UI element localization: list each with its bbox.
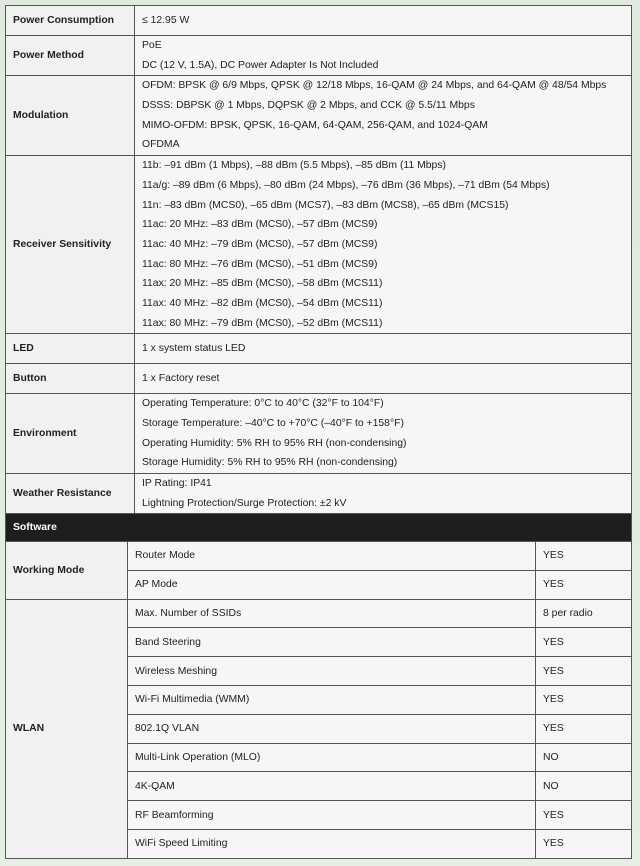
feature-row [6, 599, 632, 628]
feature-value: YES [536, 628, 632, 657]
spec-value-line: 11ac: 20 MHz: –83 dBm (MCS0), –57 dBm (MCS9) [142, 219, 378, 231]
spec-value [135, 36, 632, 76]
spec-value-line: OFDMA [142, 139, 180, 151]
feature-value: NO [536, 743, 632, 772]
spec-label: Weather Resistance [6, 474, 135, 514]
spec-value-line: DC (12 V, 1.5A), DC Power Adapter Is Not Included [142, 59, 379, 71]
spec-value [135, 334, 632, 364]
spec-value [135, 76, 632, 156]
spec-value-line: 11a/g: –89 dBm (6 Mbps), –80 dBm (24 Mbps), –76 dBm (36 Mbps), –71 dBm (54 Mbps) [142, 179, 550, 191]
spec-value [135, 364, 632, 394]
group-label: WLAN [6, 599, 128, 858]
spec-value-line: 11ac: 40 MHz: –79 dBm (MCS0), –57 dBm (MCS9) [142, 238, 378, 250]
spec-value-line: 11ax: 80 MHz: –79 dBm (MCS0), –52 dBm (MCS11) [142, 317, 383, 329]
spec-value-line: 11ac: 80 MHz: –76 dBm (MCS0), –51 dBm (MCS9) [142, 258, 378, 270]
spec-value-line: OFDM: BPSK @ 6/9 Mbps, QPSK @ 12/18 Mbps, 16-QAM @ 24 Mbps, and 64-QAM @ 48/54 Mbps [142, 80, 607, 92]
spec-value-line: 1 x Factory reset [142, 373, 220, 385]
spec-label: Power Consumption [6, 6, 135, 36]
spec-label: Receiver Sensitivity [6, 156, 135, 334]
spec-value [135, 156, 632, 334]
feature-value: YES [536, 714, 632, 743]
spec-row [6, 36, 632, 76]
spec-value-line: 11ax: 40 MHz: –82 dBm (MCS0), –54 dBm (MCS11) [142, 297, 383, 309]
software-spec-table [5, 541, 632, 859]
spec-value-line: MIMO-OFDM: BPSK, QPSK, 16-QAM, 64-QAM, 256-QAM, and 1024-QAM [142, 119, 488, 131]
software-spec-body [6, 542, 632, 859]
spec-row [6, 394, 632, 474]
spec-label: Environment [6, 394, 135, 474]
feature-name: Wi-Fi Multimedia (WMM) [128, 685, 536, 714]
feature-name: AP Mode [128, 570, 536, 599]
spec-label: LED [6, 334, 135, 364]
spec-row [6, 364, 632, 394]
feature-name: WiFi Speed Limiting [128, 829, 536, 858]
spec-value-line: Storage Humidity: 5% RH to 95% RH (non-condensing) [142, 457, 398, 469]
spec-row [6, 76, 632, 156]
spec-value-line: 11ax: 20 MHz: –85 dBm (MCS0), –58 dBm (MCS11) [142, 278, 383, 290]
feature-value: NO [536, 772, 632, 801]
feature-name: Max. Number of SSIDs [128, 599, 536, 628]
spec-label: Button [6, 364, 135, 394]
feature-value: YES [536, 657, 632, 686]
feature-name: 802.1Q VLAN [128, 714, 536, 743]
spec-value [135, 394, 632, 474]
feature-value: YES [536, 570, 632, 599]
spec-value-line: 1 x system status LED [142, 343, 246, 355]
hardware-spec-body [6, 6, 632, 542]
feature-row [6, 542, 632, 571]
spec-row [6, 474, 632, 514]
spec-value-line: Storage Temperature: –40°C to +70°C (–40°F to +158°F) [142, 418, 404, 429]
spec-row [6, 156, 632, 334]
feature-name: Multi-Link Operation (MLO) [128, 743, 536, 772]
spec-value-line: Lightning Protection/Surge Protection: ±2 kV [142, 497, 347, 509]
spec-row [6, 334, 632, 364]
spec-label: Power Method [6, 36, 135, 76]
spec-value [135, 6, 632, 36]
spec-value [135, 474, 632, 514]
section-title: Software [6, 514, 632, 542]
feature-value: YES [536, 801, 632, 830]
feature-name: Router Mode [128, 542, 536, 571]
spec-value-line: 11b: –91 dBm (1 Mbps), –88 dBm (5.5 Mbps), –85 dBm (11 Mbps) [142, 160, 446, 172]
spec-value-line: PoE [142, 40, 162, 51]
feature-value: YES [536, 829, 632, 858]
feature-name: Wireless Meshing [128, 657, 536, 686]
spec-value-line: Operating Temperature: 0°C to 40°C (32°F to 104°F) [142, 398, 384, 410]
spec-value-line: DSSS: DBPSK @ 1 Mbps, DQPSK @ 2 Mbps, and CCK @ 5.5/11 Mbps [142, 100, 475, 112]
spec-label: Modulation [6, 76, 135, 156]
feature-name: RF Beamforming [128, 801, 536, 830]
spec-value-line: 11n: –83 dBm (MCS0), –65 dBm (MCS7), –83 dBm (MCS8), –65 dBm (MCS15) [142, 199, 509, 211]
feature-name: 4K-QAM [128, 772, 536, 801]
spec-value-line: Operating Humidity: 5% RH to 95% RH (non-condensing) [142, 437, 407, 449]
feature-value: YES [536, 542, 632, 571]
feature-value: YES [536, 685, 632, 714]
spec-value-line: ≤ 12.95 W [142, 15, 190, 26]
feature-value: 8 per radio [536, 599, 632, 628]
spec-value-line: IP Rating: IP41 [142, 478, 212, 490]
group-label: Working Mode [6, 542, 128, 600]
section-header-row [6, 514, 632, 542]
hardware-spec-table [5, 5, 632, 542]
spec-row [6, 6, 632, 36]
feature-name: Band Steering [128, 628, 536, 657]
